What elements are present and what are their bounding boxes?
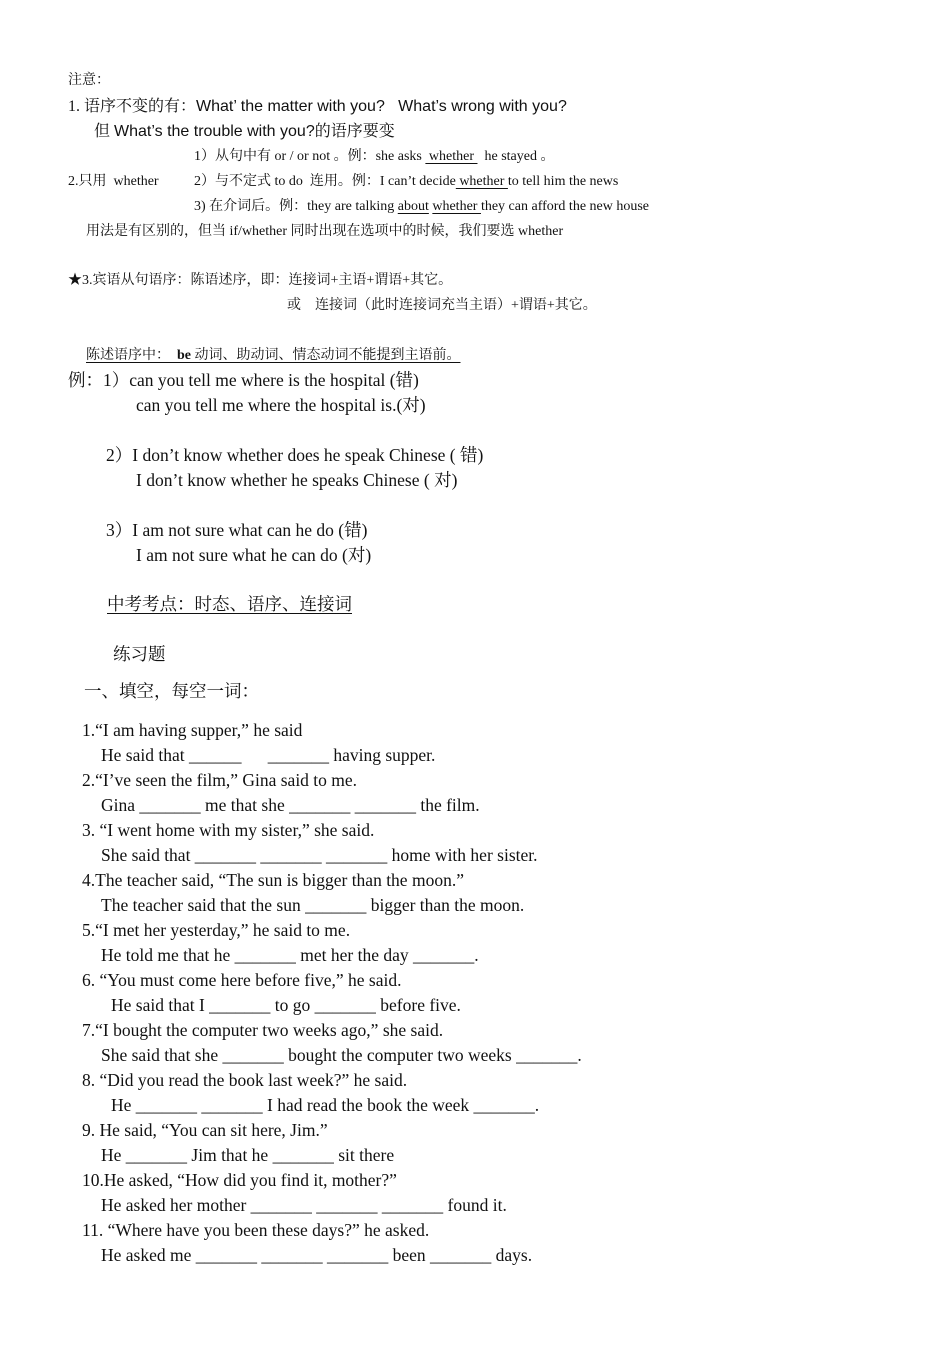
example-3-right: I am not sure what he can do (对)	[136, 545, 372, 565]
exercise-7-answer: She said that she _______ bought the computer two weeks _______.	[101, 1045, 582, 1065]
word-order-rule-b: 动词、助动词、情态动词不能提到主语前。	[191, 348, 461, 363]
whether-rule-2	[194, 175, 618, 189]
exercise-5-question: 5.“I met her yesterday,” he said to me.	[82, 920, 351, 940]
whether-rule-2-answer: whether	[455, 174, 508, 189]
example-2-wrong: 2）I don’t know whether does he speak Chinese ( 错)	[106, 445, 484, 465]
exercise-3-question: 3. “I went home with my sister,” she said.	[82, 820, 375, 840]
exercise-1-question: 1.“I am having supper,” he said	[82, 720, 303, 740]
note-1-prefix: 1. 语序不变的有：	[68, 98, 197, 115]
word-order-rule-be: be	[177, 348, 191, 363]
example-2-right: I don’t know whether he speaks Chinese ( 对)	[136, 470, 458, 490]
exercise-7-question: 7.“I bought the computer two weeks ago,” she said.	[82, 1020, 444, 1040]
exercise-5-answer: He told me that he _______ met her the day _______.	[101, 945, 479, 965]
note-1-cont-c: 的语序要变	[314, 123, 395, 140]
exercise-11-question: 11. “Where have you been these days?” he asked.	[82, 1220, 430, 1240]
whether-rule-2-tail: to tell him the news	[507, 174, 619, 189]
exercise-9-answer: He _______ Jim that he _______ sit there	[101, 1145, 395, 1165]
whether-rule-3-tail: they can afford the new house	[480, 199, 650, 214]
exercise-8-answer: He _______ _______ I had read the book the week _______.	[111, 1095, 540, 1115]
whether-rule-3-text: 3) 在介词后。例：they are talking	[194, 199, 398, 214]
exercise-10-question: 10.He asked, “How did you find it, mother?”	[82, 1170, 397, 1190]
note-1-phrases: What’ the matter with you? What’s wrong with you?	[196, 98, 567, 115]
word-order-rule	[86, 349, 461, 363]
exercise-4-question: 4.The teacher said, “The sun is bigger than the moon.”	[82, 870, 464, 890]
exercise-9-question: 9. He said, “You can sit here, Jim.”	[82, 1120, 328, 1140]
section-1-title: 一、填空，每空一词：	[84, 681, 259, 701]
whether-rule-1	[194, 150, 554, 164]
exam-points: 中考考点：时态、语序、连接词	[107, 594, 352, 614]
exercise-title: 练习题	[113, 644, 166, 664]
exercise-2-answer: Gina _______ me that she _______ _______ the film.	[101, 795, 480, 815]
note-1-continuation	[94, 124, 395, 140]
example-1-right: can you tell me where the hospital is.(对)	[136, 395, 426, 415]
exercise-3-answer: She said that _______ _______ _______ home with her sister.	[101, 845, 538, 865]
whether-rule-1-tail: he stayed 。	[477, 149, 555, 164]
whether-rule-1-text: 1）从句中有 or / or not 。例：she asks	[194, 149, 426, 164]
example-3-wrong: 3）I am not sure what can he do (错)	[106, 520, 368, 540]
whether-rule-2-label: 2.只用 whether	[68, 174, 159, 189]
whether-rule-3-answer: whether	[432, 199, 481, 214]
exercise-10-answer: He asked her mother _______ _______ _______ found it.	[101, 1195, 507, 1215]
whether-rule-2-text: 2）与不定式 to do 连用。例：I can’t decide	[194, 174, 456, 189]
notes-heading: 注意：	[68, 73, 110, 88]
note-1-cont-a: 但	[94, 123, 115, 140]
exercise-6-answer: He said that I _______ to go _______ before five.	[111, 995, 461, 1015]
note-1	[68, 99, 567, 115]
whether-rule-3-prep: about	[397, 199, 429, 214]
note-1-cont-b: What’s the trouble with you?	[114, 123, 315, 140]
whether-rule-3	[194, 200, 649, 214]
exercise-11-answer: He asked me _______ _______ _______ been _______ days.	[101, 1245, 533, 1265]
exercise-1-answer: He said that ______ _______ having supper.	[101, 745, 436, 765]
note-3: ★3.宾语从句语序：陈语述序，即：连接词+主语+谓语+其它。	[68, 273, 453, 288]
exercise-2-question: 2.“I’ve seen the film,” Gina said to me.	[82, 770, 358, 790]
word-order-rule-a: 陈述语序中：	[86, 348, 177, 363]
exercise-6-question: 6. “You must come here before five,” he said.	[82, 970, 402, 990]
whether-note: 用法是有区别的，但当 if/whether 同时出现在选项中的时候，我们要选 whether	[86, 224, 564, 239]
example-1-wrong: 例：1）can you tell me where is the hospital (错)	[68, 370, 419, 390]
note-3-alt: 或 连接词（此时连接词充当主语）+谓语+其它。	[287, 298, 597, 313]
whether-rule-1-answer: whether	[425, 149, 478, 164]
exercise-4-answer: The teacher said that the sun _______ bigger than the moon.	[101, 895, 525, 915]
exercise-8-question: 8. “Did you read the book last week?” he said.	[82, 1070, 408, 1090]
